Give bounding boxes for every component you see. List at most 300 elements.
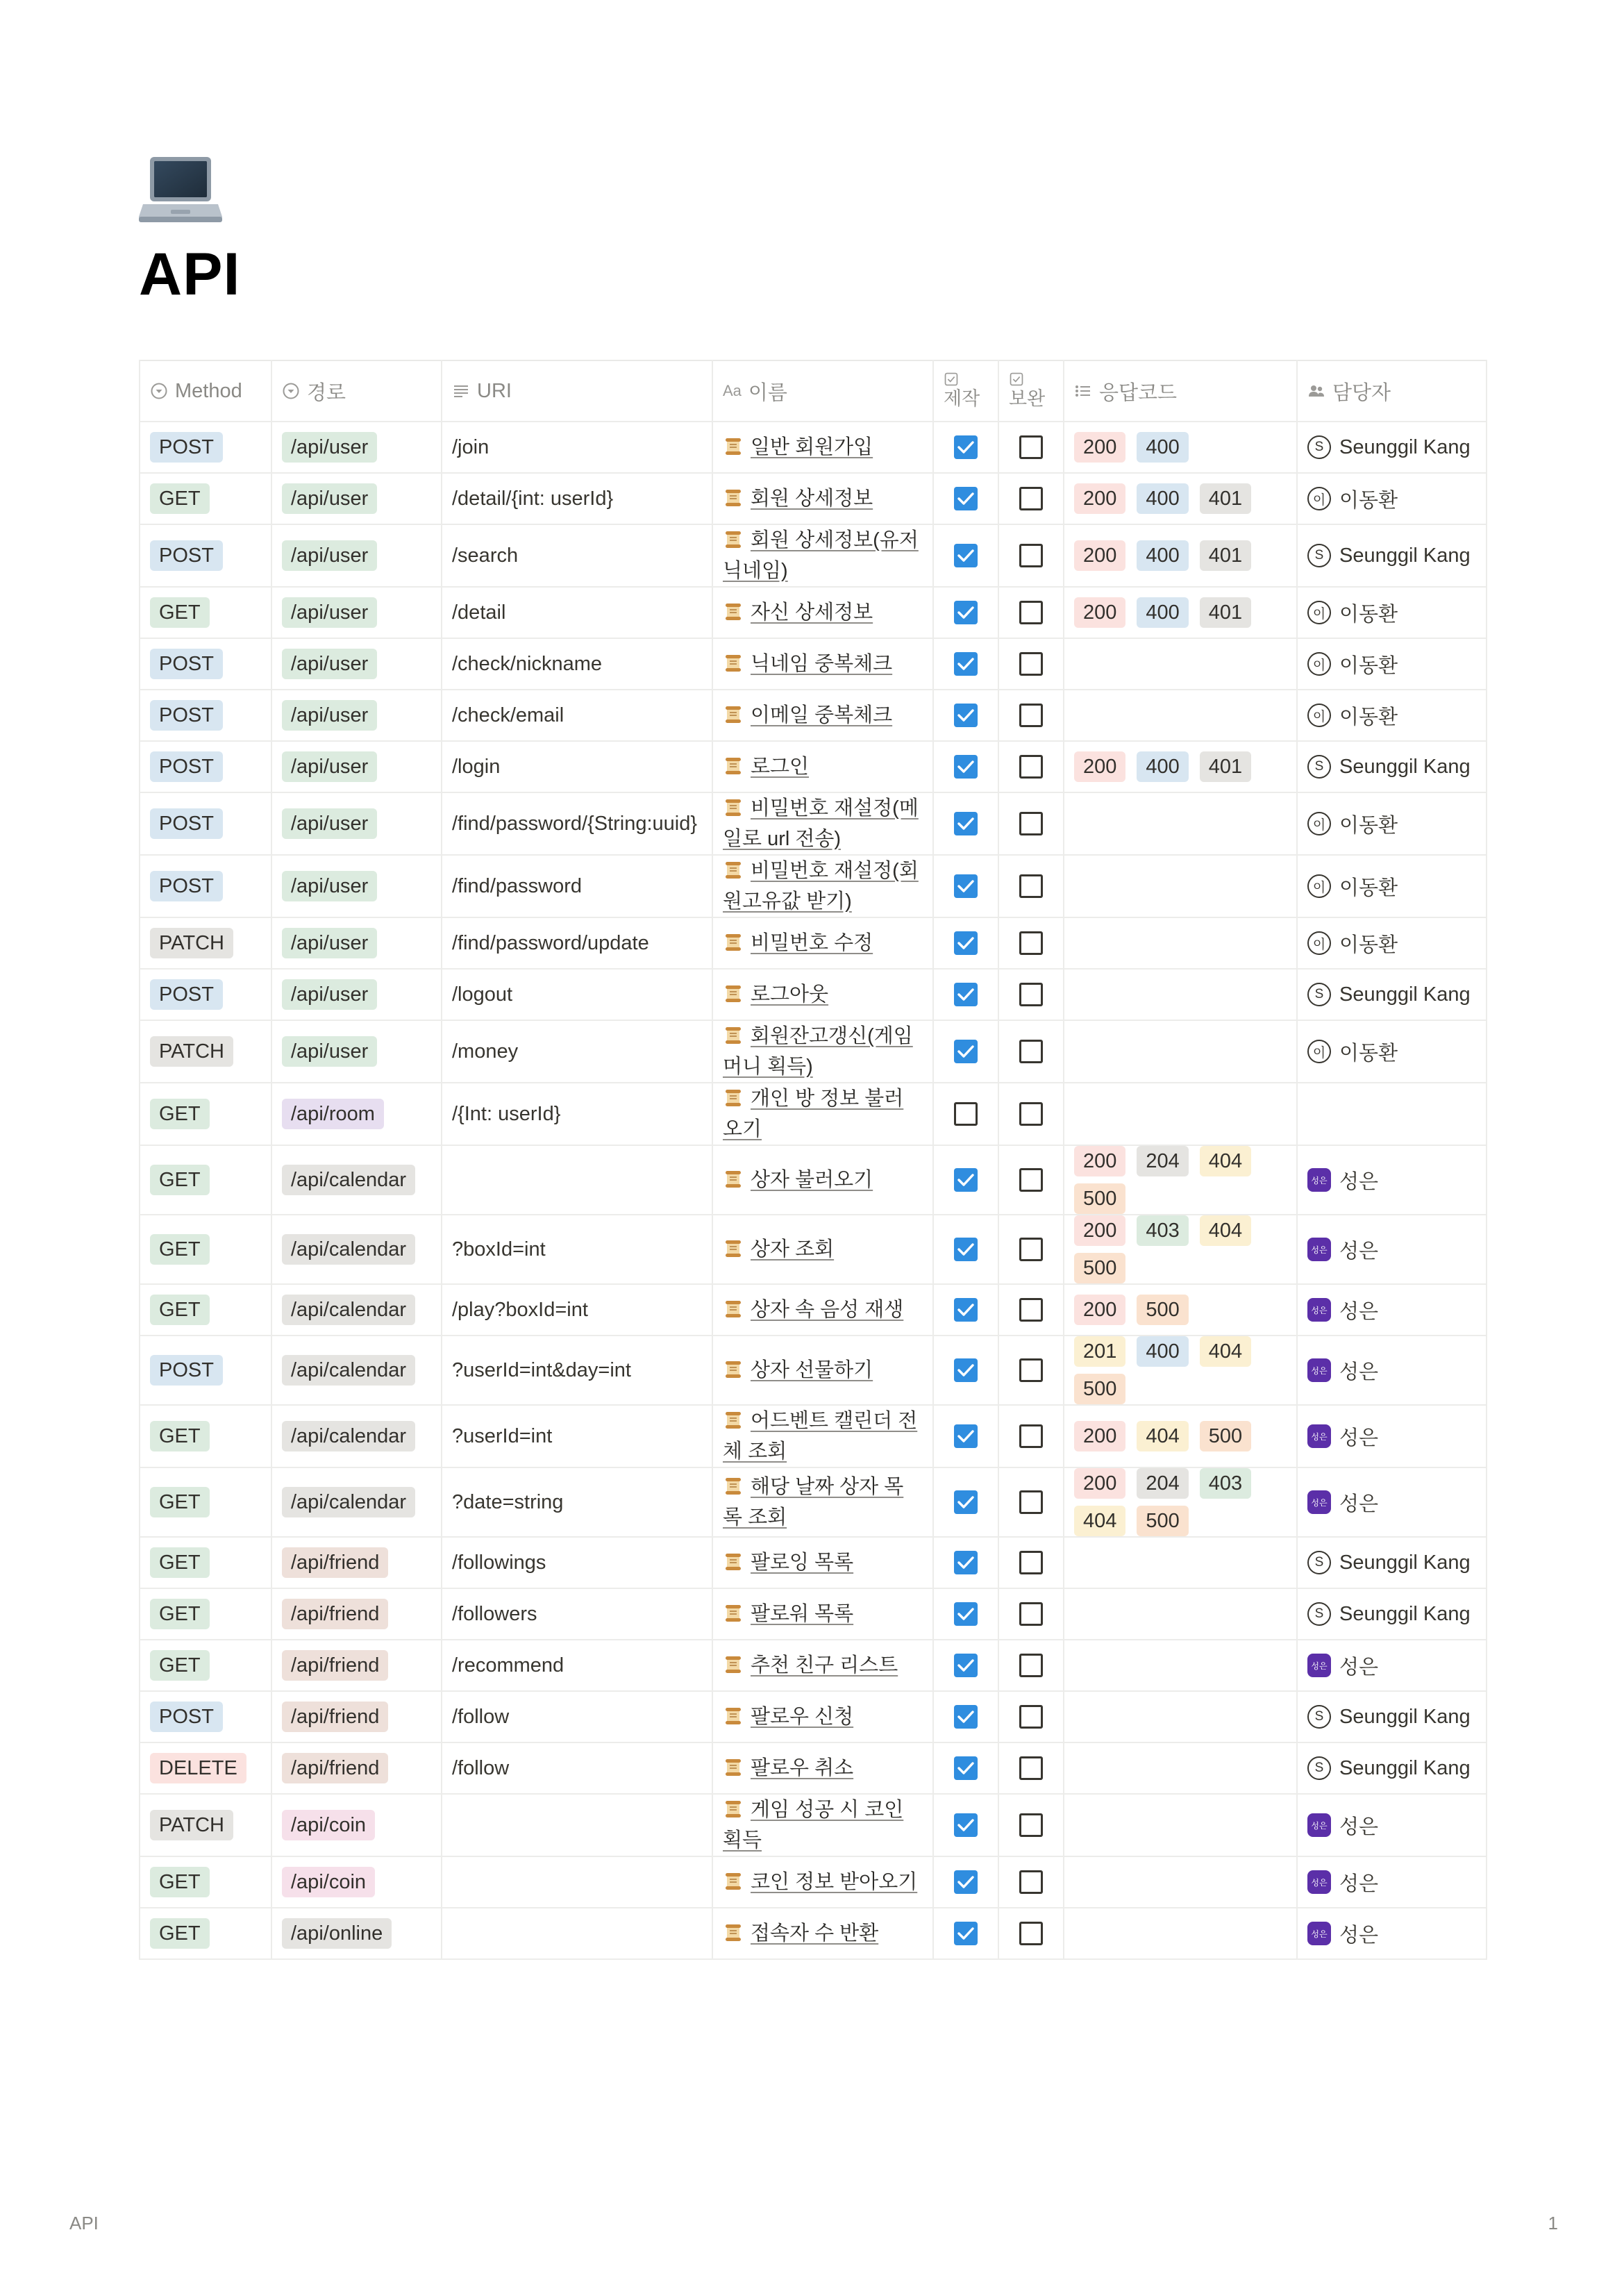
owner-cell[interactable] [1297,792,1487,855]
response-code-tag: 200 [1074,1295,1125,1325]
table-row[interactable] [140,1908,1487,1959]
owner-cell[interactable] [1297,1691,1487,1742]
path-cell[interactable] [271,1215,442,1284]
path-cell[interactable] [271,422,442,473]
page-link[interactable]: 팔로우 취소 [751,1757,854,1779]
codes-cell[interactable] [1064,524,1297,587]
path-cell[interactable] [271,1145,442,1215]
made-checkbox-checked[interactable] [954,1602,978,1626]
owner-cell[interactable] [1297,422,1487,473]
fix-checkbox-unchecked[interactable] [1019,1040,1043,1063]
table-row[interactable] [140,1537,1487,1588]
codes-cell[interactable] [1064,473,1297,524]
table-row[interactable] [140,638,1487,690]
fix-checkbox-unchecked[interactable] [1019,1922,1043,1945]
fix-checkbox-unchecked[interactable] [1019,1602,1043,1626]
method-cell[interactable] [140,1640,271,1691]
uri-cell[interactable] [442,1336,712,1405]
column-header-path[interactable] [271,360,442,422]
page-link[interactable]: 비밀번호 재설정(메일로 url 전송) [723,797,919,850]
column-header-owner[interactable] [1297,360,1487,422]
made-checkbox-checked[interactable] [954,1298,978,1322]
made-checkbox-checked[interactable] [954,1654,978,1677]
path-cell[interactable] [271,1467,442,1537]
page-link[interactable]: 팔로우 신청 [751,1706,854,1728]
made-checkbox-checked[interactable] [954,1168,978,1192]
fix-checkbox-unchecked[interactable] [1019,983,1043,1006]
codes-cell[interactable] [1064,1405,1297,1467]
made-checkbox-checked[interactable] [954,1490,978,1514]
name-cell[interactable] [712,1537,933,1588]
fix-checkbox-unchecked[interactable] [1019,1238,1043,1261]
table-row[interactable] [140,1640,1487,1691]
fix-checkbox-unchecked[interactable] [1019,931,1043,955]
codes-cell[interactable] [1064,1215,1297,1284]
path-cell[interactable] [271,587,442,638]
fix-checkbox-unchecked[interactable] [1019,1813,1043,1837]
column-header-uri[interactable] [442,360,712,422]
table-row[interactable] [140,1215,1487,1284]
codes-cell[interactable] [1064,1083,1297,1145]
response-code-tag: 200 [1074,540,1125,571]
owner-cell[interactable] [1297,690,1487,741]
method-cell[interactable] [140,1856,271,1908]
uri-cell[interactable] [442,587,712,638]
method-cell[interactable] [140,638,271,690]
uri-text: /find/password/{String:uuid} [452,812,698,835]
name-cell[interactable] [712,1742,933,1794]
table-row[interactable] [140,1020,1487,1083]
page-link[interactable]: 해당 날짜 상자 목록 조회 [723,1476,904,1529]
method-cell[interactable] [140,1215,271,1284]
table-row[interactable] [140,524,1487,587]
codes-cell[interactable] [1064,792,1297,855]
fix-checkbox-unchecked[interactable] [1019,874,1043,898]
fix-checkbox-unchecked[interactable] [1019,1490,1043,1514]
codes-cell[interactable] [1064,917,1297,969]
name-cell[interactable] [712,1336,933,1405]
method-cell[interactable] [140,473,271,524]
owner-cell[interactable] [1297,1794,1487,1856]
owner-cell[interactable] [1297,1083,1487,1145]
path-cell[interactable] [271,1691,442,1742]
method-cell[interactable] [140,1588,271,1640]
owner-cell[interactable] [1297,969,1487,1020]
name-cell[interactable] [712,1908,933,1959]
page-link[interactable]: 팔로워 목록 [751,1603,854,1625]
path-cell[interactable] [271,524,442,587]
codes-cell[interactable] [1064,741,1297,792]
uri-cell[interactable] [442,1908,712,1959]
owner-cell[interactable] [1297,1336,1487,1405]
method-cell[interactable] [140,1083,271,1145]
column-header-fix[interactable] [998,360,1064,422]
uri-cell[interactable] [442,638,712,690]
made-checkbox-checked[interactable] [954,755,978,779]
table-row[interactable] [140,422,1487,473]
name-cell[interactable] [712,587,933,638]
codes-cell[interactable] [1064,1856,1297,1908]
name-cell[interactable] [712,855,933,917]
page-link[interactable]: 회원 상세정보 [751,488,873,510]
name-cell[interactable] [712,422,933,473]
uri-cell[interactable] [442,1640,712,1691]
made-checkbox-checked[interactable] [954,1551,978,1574]
uri-cell[interactable] [442,1794,712,1856]
fix-checkbox-unchecked[interactable] [1019,1168,1043,1192]
page-link[interactable]: 접속자 수 반환 [751,1922,879,1945]
made-cell [933,1020,998,1083]
uri-cell[interactable] [442,473,712,524]
owner-cell[interactable] [1297,1640,1487,1691]
method-cell[interactable] [140,792,271,855]
name-cell[interactable] [712,1215,933,1284]
path-cell[interactable] [271,792,442,855]
uri-cell[interactable] [442,1284,712,1336]
path-cell[interactable] [271,1020,442,1083]
made-checkbox-checked[interactable] [954,1358,978,1382]
fix-checkbox-unchecked[interactable] [1019,1756,1043,1780]
owner-cell[interactable] [1297,1908,1487,1959]
made-checkbox-checked[interactable] [954,1870,978,1894]
fix-checkbox-unchecked[interactable] [1019,1705,1043,1729]
table-row[interactable] [140,1742,1487,1794]
page-link[interactable]: 상자 속 음성 재생 [751,1299,904,1321]
method-cell[interactable] [140,690,271,741]
method-cell[interactable] [140,741,271,792]
owner-cell[interactable] [1297,1145,1487,1215]
made-cell [933,1215,998,1284]
path-cell[interactable] [271,638,442,690]
column-header-name[interactable] [712,360,933,422]
fix-checkbox-unchecked[interactable] [1019,1870,1043,1894]
uri-cell[interactable] [442,1467,712,1537]
path-cell[interactable] [271,1284,442,1336]
table-row[interactable] [140,1691,1487,1742]
codes-cell[interactable] [1064,855,1297,917]
made-checkbox-checked[interactable] [954,652,978,676]
table-row[interactable] [140,1794,1487,1856]
path-tag: /api/friend [282,1702,388,1732]
codes-cell[interactable] [1064,1691,1297,1742]
owner-cell[interactable] [1297,1742,1487,1794]
fix-checkbox-unchecked[interactable] [1019,652,1043,676]
name-cell[interactable] [712,1856,933,1908]
codes-cell[interactable] [1064,1336,1297,1405]
path-tag: /api/calendar [282,1165,415,1195]
column-header-codes[interactable] [1064,360,1297,422]
made-cell [933,690,998,741]
made-checkbox-checked[interactable] [954,1813,978,1837]
made-checkbox-unchecked[interactable] [954,1102,978,1126]
fix-checkbox-unchecked[interactable] [1019,1424,1043,1448]
made-checkbox-checked[interactable] [954,812,978,835]
codes-cell[interactable] [1064,587,1297,638]
owner-cell[interactable] [1297,1405,1487,1467]
path-tag: /api/user [282,597,377,628]
table-row[interactable] [140,855,1487,917]
made-checkbox-checked[interactable] [954,1756,978,1780]
page-link[interactable]: 팔로잉 목록 [751,1552,854,1574]
codes-cell[interactable] [1064,690,1297,741]
owner-cell[interactable] [1297,638,1487,690]
uri-cell[interactable] [442,792,712,855]
table-row[interactable] [140,1083,1487,1145]
uri-cell[interactable] [442,917,712,969]
name-cell[interactable] [712,1588,933,1640]
uri-cell[interactable] [442,969,712,1020]
uri-cell[interactable] [442,741,712,792]
table-row[interactable] [140,1145,1487,1215]
page-link[interactable]: 이메일 중복체크 [751,704,893,726]
codes-cell[interactable] [1064,1467,1297,1537]
codes-cell[interactable] [1064,1742,1297,1794]
page-link[interactable]: 게임 성공 시 코인 획득 [723,1799,904,1852]
name-cell[interactable] [712,1145,933,1215]
path-cell[interactable] [271,855,442,917]
uri-cell[interactable] [442,1537,712,1588]
name-cell[interactable] [712,1083,933,1145]
table-row[interactable] [140,1284,1487,1336]
codes-cell[interactable] [1064,1145,1297,1215]
page-link[interactable]: 상자 불러오기 [751,1169,873,1191]
response-code-tag: 200 [1074,483,1125,514]
name-cell[interactable] [712,917,933,969]
made-checkbox-checked[interactable] [954,1705,978,1729]
table-row[interactable] [140,1405,1487,1467]
page-link[interactable]: 닉네임 중복체크 [751,653,893,675]
column-header-made[interactable] [933,360,998,422]
name-cell[interactable] [712,969,933,1020]
name-cell[interactable] [712,473,933,524]
uri-text: /follow [452,1705,510,1728]
codes-cell[interactable] [1064,1020,1297,1083]
codes-cell[interactable] [1064,422,1297,473]
made-checkbox-checked[interactable] [954,983,978,1006]
made-checkbox-checked[interactable] [954,1040,978,1063]
path-cell[interactable] [271,473,442,524]
name-cell[interactable] [712,1640,933,1691]
uri-cell[interactable] [442,524,712,587]
table-row[interactable] [140,1336,1487,1405]
made-checkbox-checked[interactable] [954,931,978,955]
path-cell[interactable] [271,1405,442,1467]
name-cell[interactable] [712,1794,933,1856]
table-row[interactable] [140,741,1487,792]
method-cell[interactable] [140,1794,271,1856]
fix-checkbox-unchecked[interactable] [1019,544,1043,567]
scroll-icon [723,983,744,1004]
name-cell[interactable] [712,690,933,741]
page-link[interactable]: 비밀번호 재설정(회원고유값 받기) [723,860,919,913]
name-cell[interactable] [712,1020,933,1083]
made-checkbox-checked[interactable] [954,487,978,510]
path-cell[interactable] [271,1588,442,1640]
made-checkbox-checked[interactable] [954,704,978,727]
path-cell[interactable] [271,1742,442,1794]
path-cell[interactable] [271,741,442,792]
owner-cell[interactable] [1297,1215,1487,1284]
uri-cell[interactable] [442,1405,712,1467]
made-checkbox-checked[interactable] [954,1238,978,1261]
table-row[interactable] [140,587,1487,638]
method-cell[interactable] [140,1405,271,1467]
fix-checkbox-unchecked[interactable] [1019,755,1043,779]
made-checkbox-checked[interactable] [954,874,978,898]
codes-cell[interactable] [1064,1537,1297,1588]
response-code-tag: 200 [1074,1215,1125,1246]
made-checkbox-checked[interactable] [954,1424,978,1448]
method-cell[interactable] [140,969,271,1020]
path-cell[interactable] [271,1336,442,1405]
name-cell[interactable] [712,1691,933,1742]
method-cell[interactable] [140,1145,271,1215]
page-link[interactable]: 로그아웃 [751,983,829,1006]
path-cell[interactable] [271,690,442,741]
owner-cell[interactable] [1297,1284,1487,1336]
method-cell[interactable] [140,1284,271,1336]
uri-cell[interactable] [442,1742,712,1794]
name-cell[interactable] [712,524,933,587]
made-checkbox-checked[interactable] [954,435,978,459]
method-cell[interactable] [140,1020,271,1083]
table-row[interactable] [140,1856,1487,1908]
method-cell[interactable] [140,1908,271,1959]
owner-cell[interactable] [1297,917,1487,969]
uri-cell[interactable] [442,690,712,741]
name-cell[interactable] [712,1405,933,1467]
avatar: S [1307,1756,1331,1780]
method-cell[interactable] [140,917,271,969]
owner-cell[interactable] [1297,741,1487,792]
owner-cell[interactable] [1297,1537,1487,1588]
page-link[interactable]: 상자 조회 [751,1238,835,1261]
path-cell[interactable] [271,969,442,1020]
made-checkbox-checked[interactable] [954,1922,978,1945]
fix-checkbox-unchecked[interactable] [1019,812,1043,835]
table-row[interactable] [140,917,1487,969]
method-cell[interactable] [140,1691,271,1742]
uri-cell[interactable] [442,1691,712,1742]
fix-checkbox-unchecked[interactable] [1019,435,1043,459]
uri-cell[interactable] [442,1856,712,1908]
table-row[interactable] [140,473,1487,524]
codes-cell[interactable] [1064,969,1297,1020]
method-cell[interactable] [140,1467,271,1537]
fix-checkbox-unchecked[interactable] [1019,1298,1043,1322]
path-cell[interactable] [271,1640,442,1691]
page-link[interactable]: 로그인 [751,756,810,778]
method-cell[interactable] [140,1537,271,1588]
owner-cell[interactable] [1297,1588,1487,1640]
owner-cell[interactable] [1297,524,1487,587]
page-link[interactable]: 회원 상세정보(유저닉네임) [723,529,919,582]
fix-checkbox-unchecked[interactable] [1019,1551,1043,1574]
uri-cell[interactable] [442,1083,712,1145]
page-link[interactable]: 어드벤트 캘린더 전체 조회 [723,1410,918,1463]
codes-cell[interactable] [1064,1284,1297,1336]
path-cell[interactable] [271,1794,442,1856]
path-cell[interactable] [271,1856,442,1908]
uri-text: /join [452,435,489,458]
fix-checkbox-unchecked[interactable] [1019,1358,1043,1382]
made-checkbox-checked[interactable] [954,544,978,567]
made-checkbox-checked[interactable] [954,601,978,624]
name-cell[interactable] [712,792,933,855]
page-link[interactable]: 비밀번호 수정 [751,932,873,954]
table-row[interactable] [140,792,1487,855]
page-link[interactable]: 개인 방 정보 불러오기 [723,1088,904,1140]
owner-cell[interactable] [1297,1856,1487,1908]
path-tag: /api/user [282,700,377,731]
page-link[interactable]: 회원잔고갱신(게임머니 획득) [723,1025,913,1078]
method-cell[interactable] [140,1742,271,1794]
path-cell[interactable] [271,917,442,969]
response-code-tag: 400 [1137,1336,1188,1367]
owner-cell[interactable] [1297,587,1487,638]
page-link[interactable]: 일반 회원가입 [751,436,873,458]
uri-cell[interactable] [442,1215,712,1284]
page-link[interactable]: 코인 정보 받아오기 [751,1871,918,1893]
name-cell[interactable] [712,1284,933,1336]
method-cell[interactable] [140,524,271,587]
column-header-method[interactable] [140,360,271,422]
fix-checkbox-unchecked[interactable] [1019,487,1043,510]
method-tag: GET [150,1165,210,1195]
fix-checkbox-unchecked[interactable] [1019,601,1043,624]
method-cell[interactable] [140,855,271,917]
uri-cell[interactable] [442,1145,712,1215]
name-cell[interactable] [712,638,933,690]
page-link[interactable]: 추천 친구 리스트 [751,1654,898,1677]
path-cell[interactable] [271,1537,442,1588]
path-cell[interactable] [271,1908,442,1959]
table-row[interactable] [140,690,1487,741]
uri-cell[interactable] [442,422,712,473]
uri-cell[interactable] [442,1588,712,1640]
scroll-icon [723,797,744,818]
method-cell[interactable] [140,587,271,638]
scroll-icon [723,1654,744,1675]
path-cell[interactable] [271,1083,442,1145]
codes-cell[interactable] [1064,1794,1297,1856]
codes-cell[interactable] [1064,1588,1297,1640]
fix-checkbox-unchecked[interactable] [1019,1654,1043,1677]
column-label: URI [477,379,512,402]
codes-cell[interactable] [1064,1640,1297,1691]
table-row[interactable] [140,1467,1487,1537]
method-cell[interactable] [140,422,271,473]
uri-cell[interactable] [442,1020,712,1083]
owner-cell[interactable] [1297,473,1487,524]
name-cell[interactable] [712,1467,933,1537]
uri-cell[interactable] [442,855,712,917]
table-row[interactable] [140,969,1487,1020]
table-row[interactable] [140,1588,1487,1640]
method-cell[interactable] [140,1336,271,1405]
fix-checkbox-unchecked[interactable] [1019,1102,1043,1126]
codes-cell[interactable] [1064,1908,1297,1959]
scroll-icon [723,1603,744,1624]
name-cell[interactable] [712,741,933,792]
page-link[interactable]: 자신 상세정보 [751,601,873,624]
owner-cell[interactable] [1297,855,1487,917]
owner-cell[interactable] [1297,1020,1487,1083]
codes-cell[interactable] [1064,638,1297,690]
owner-cell[interactable] [1297,1467,1487,1537]
page-link[interactable]: 상자 선물하기 [751,1359,873,1381]
fix-checkbox-unchecked[interactable] [1019,704,1043,727]
